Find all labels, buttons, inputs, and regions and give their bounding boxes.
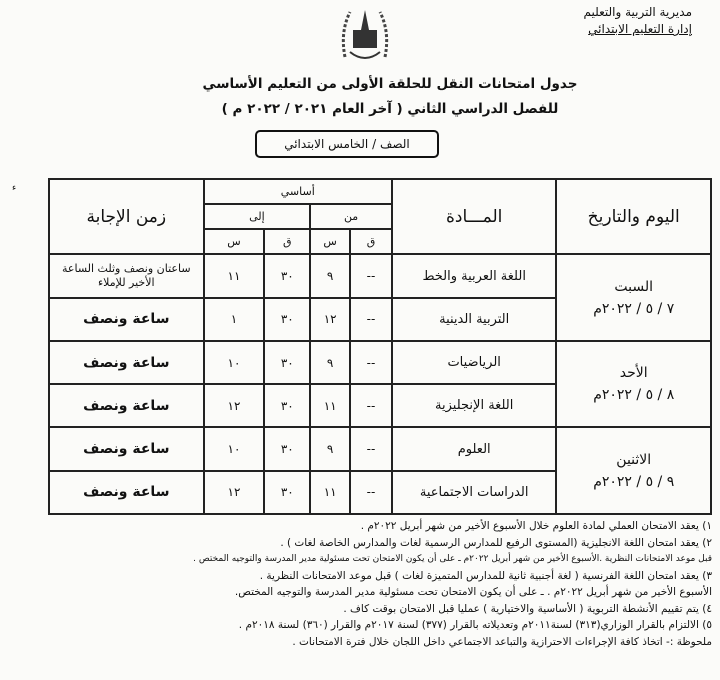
subject-cell: التربية الدينية [392, 298, 557, 341]
to-hour-cell: ١٢ [204, 384, 265, 427]
exam-date: ٩ / ٥ / ٢٠٢٢م [593, 473, 675, 490]
header-to: إلى [204, 204, 311, 229]
notes-section [12, 518, 712, 650]
answer-time-cell: ساعتان ونصف وثلث الساعة الأخير للإملاء [49, 254, 204, 297]
to-minute-cell: ٣٠ [264, 384, 310, 427]
to-minute-cell: ٣٠ [264, 471, 310, 514]
margin-mark: ء [12, 183, 17, 193]
table-row [49, 341, 711, 384]
table-row [49, 254, 711, 297]
from-minute-cell: -- [350, 471, 392, 514]
answer-time-cell: ساعة ونصف [49, 384, 204, 427]
note-line: ملحوظة :- اتخاذ كافة الإجراءات الاحترازية والتباعد الاجتماعي داخل اللجان خلال فترة الامتحانات . [292, 635, 712, 648]
grade-box: الصف / الخامس الابتدائي [255, 130, 439, 158]
note-line: ١) يعقد الامتحان العملي لمادة العلوم خلال الأسبوع الأخير من شهر أبريل ٢٠٢٢م . [360, 520, 712, 532]
note-line: ٤) يتم تقييم الأنشطة التربوية ( الأساسية والاختيارية ) عمليا قبل الامتحان بوقت كاف . [343, 602, 712, 615]
issuer-header [584, 4, 693, 38]
from-minute-cell: -- [350, 254, 392, 297]
administration-name: إدارة التعليم الابتدائي [588, 22, 692, 36]
to-hour-cell: ١ [204, 298, 265, 341]
subject-cell: اللغة الإنجليزية [392, 384, 557, 427]
subject-cell: العلوم [392, 427, 557, 470]
header-to-hour: س [204, 229, 265, 254]
answer-time-cell: ساعة ونصف [49, 341, 204, 384]
from-hour-cell: ١٢ [310, 298, 350, 341]
to-minute-cell: ٣٠ [264, 254, 310, 297]
to-hour-cell: ١٢ [204, 471, 265, 514]
subject-cell: اللغة العربية والخط [392, 254, 557, 297]
title-line-2: للفصل الدراسي الثاني ( آخر العام ٢٠٢١ / ٢٠٢٢ م ) [221, 101, 559, 117]
to-hour-cell: ١٠ [204, 341, 265, 384]
exam-date: ٨ / ٥ / ٢٠٢٢م [593, 387, 675, 404]
answer-time-cell: ساعة ونصف [49, 471, 204, 514]
answer-time-cell: ساعة ونصف [49, 427, 204, 470]
note-line: الأسبوع الأخير من شهر أبريل ٢٠٢٢م . ـ على أن يكون الامتحان تحت مسئولية مدير المدرسة والتوجيه المختص. [234, 586, 712, 598]
subject-cell: الدراسات الاجتماعية [392, 471, 557, 514]
document-title [0, 72, 720, 122]
header-from-hour: س [310, 229, 350, 254]
title-line-1: جدول امتحانات النقل للحلقة الأولى من التعليم الأساسي [202, 76, 578, 92]
day-date-cell [556, 341, 711, 428]
table-row [49, 427, 711, 470]
header-answer-time: زمن الإجابة [49, 179, 204, 254]
to-minute-cell: ٣٠ [264, 427, 310, 470]
header-basic: أساسي [204, 179, 392, 204]
to-hour-cell: ١١ [204, 254, 265, 297]
from-hour-cell: ١١ [310, 384, 350, 427]
subject-cell: الرياضيات [392, 341, 557, 384]
note-line: قبل موعد الامتحانات النظرية .الأسبوع الأخير من شهر أبريل ٢٠٢٢م ـ على أن يكون الامتحان تحت مسئولية مدير المدرسة والتوجيه المختص . [193, 554, 712, 564]
header-from-minute: ق [350, 229, 392, 254]
note-line: ٥) الالتزام بالقرار الوزاري(٣١٣) لسنة٢٠١١م وتعديلاته بالقرار (٣٧٧) لسنة ٢٠١٧م والقرار (٣٦٠) لسنة ٢٠١٨م . [238, 619, 712, 631]
from-minute-cell: -- [350, 384, 392, 427]
header-from: من [310, 204, 392, 229]
from-hour-cell: ٩ [310, 341, 350, 384]
from-minute-cell: -- [350, 341, 392, 384]
from-hour-cell: ١١ [310, 471, 350, 514]
header-day-date: اليوم والتاريخ [556, 179, 711, 254]
directorate-name: مديرية التربية والتعليم [583, 5, 692, 19]
note-line: ٢) يعقد امتحان اللغة الانجليزية (المستوى الرفيع للمدارس الرسمية لغات والمدارس الخاصة لغات ) . [280, 536, 712, 549]
emblem-logo [335, 2, 395, 72]
from-hour-cell: ٩ [310, 254, 350, 297]
day-date-cell [556, 254, 711, 341]
header-to-minute: ق [264, 229, 310, 254]
day-name: الأحد [619, 365, 648, 382]
day-name: السبت [614, 278, 654, 295]
from-hour-cell: ٩ [310, 427, 350, 470]
from-minute-cell: -- [350, 298, 392, 341]
to-minute-cell: ٣٠ [264, 298, 310, 341]
day-date-cell [556, 427, 711, 514]
exam-schedule-table [48, 178, 712, 515]
answer-time-cell: ساعة ونصف [49, 298, 204, 341]
header-subject: المـــادة [392, 179, 557, 254]
exam-date: ٧ / ٥ / ٢٠٢٢م [593, 300, 675, 317]
note-line: ٣) يعقد امتحان اللغة الفرنسية ( لغة أجنبية ثانية للمدارس المتميزة لغات ) قبل موعد الامتحانات النظرية . [259, 569, 712, 582]
day-name: الاثنين [616, 451, 652, 468]
to-minute-cell: ٣٠ [264, 341, 310, 384]
from-minute-cell: -- [350, 427, 392, 470]
to-hour-cell: ١٠ [204, 427, 265, 470]
